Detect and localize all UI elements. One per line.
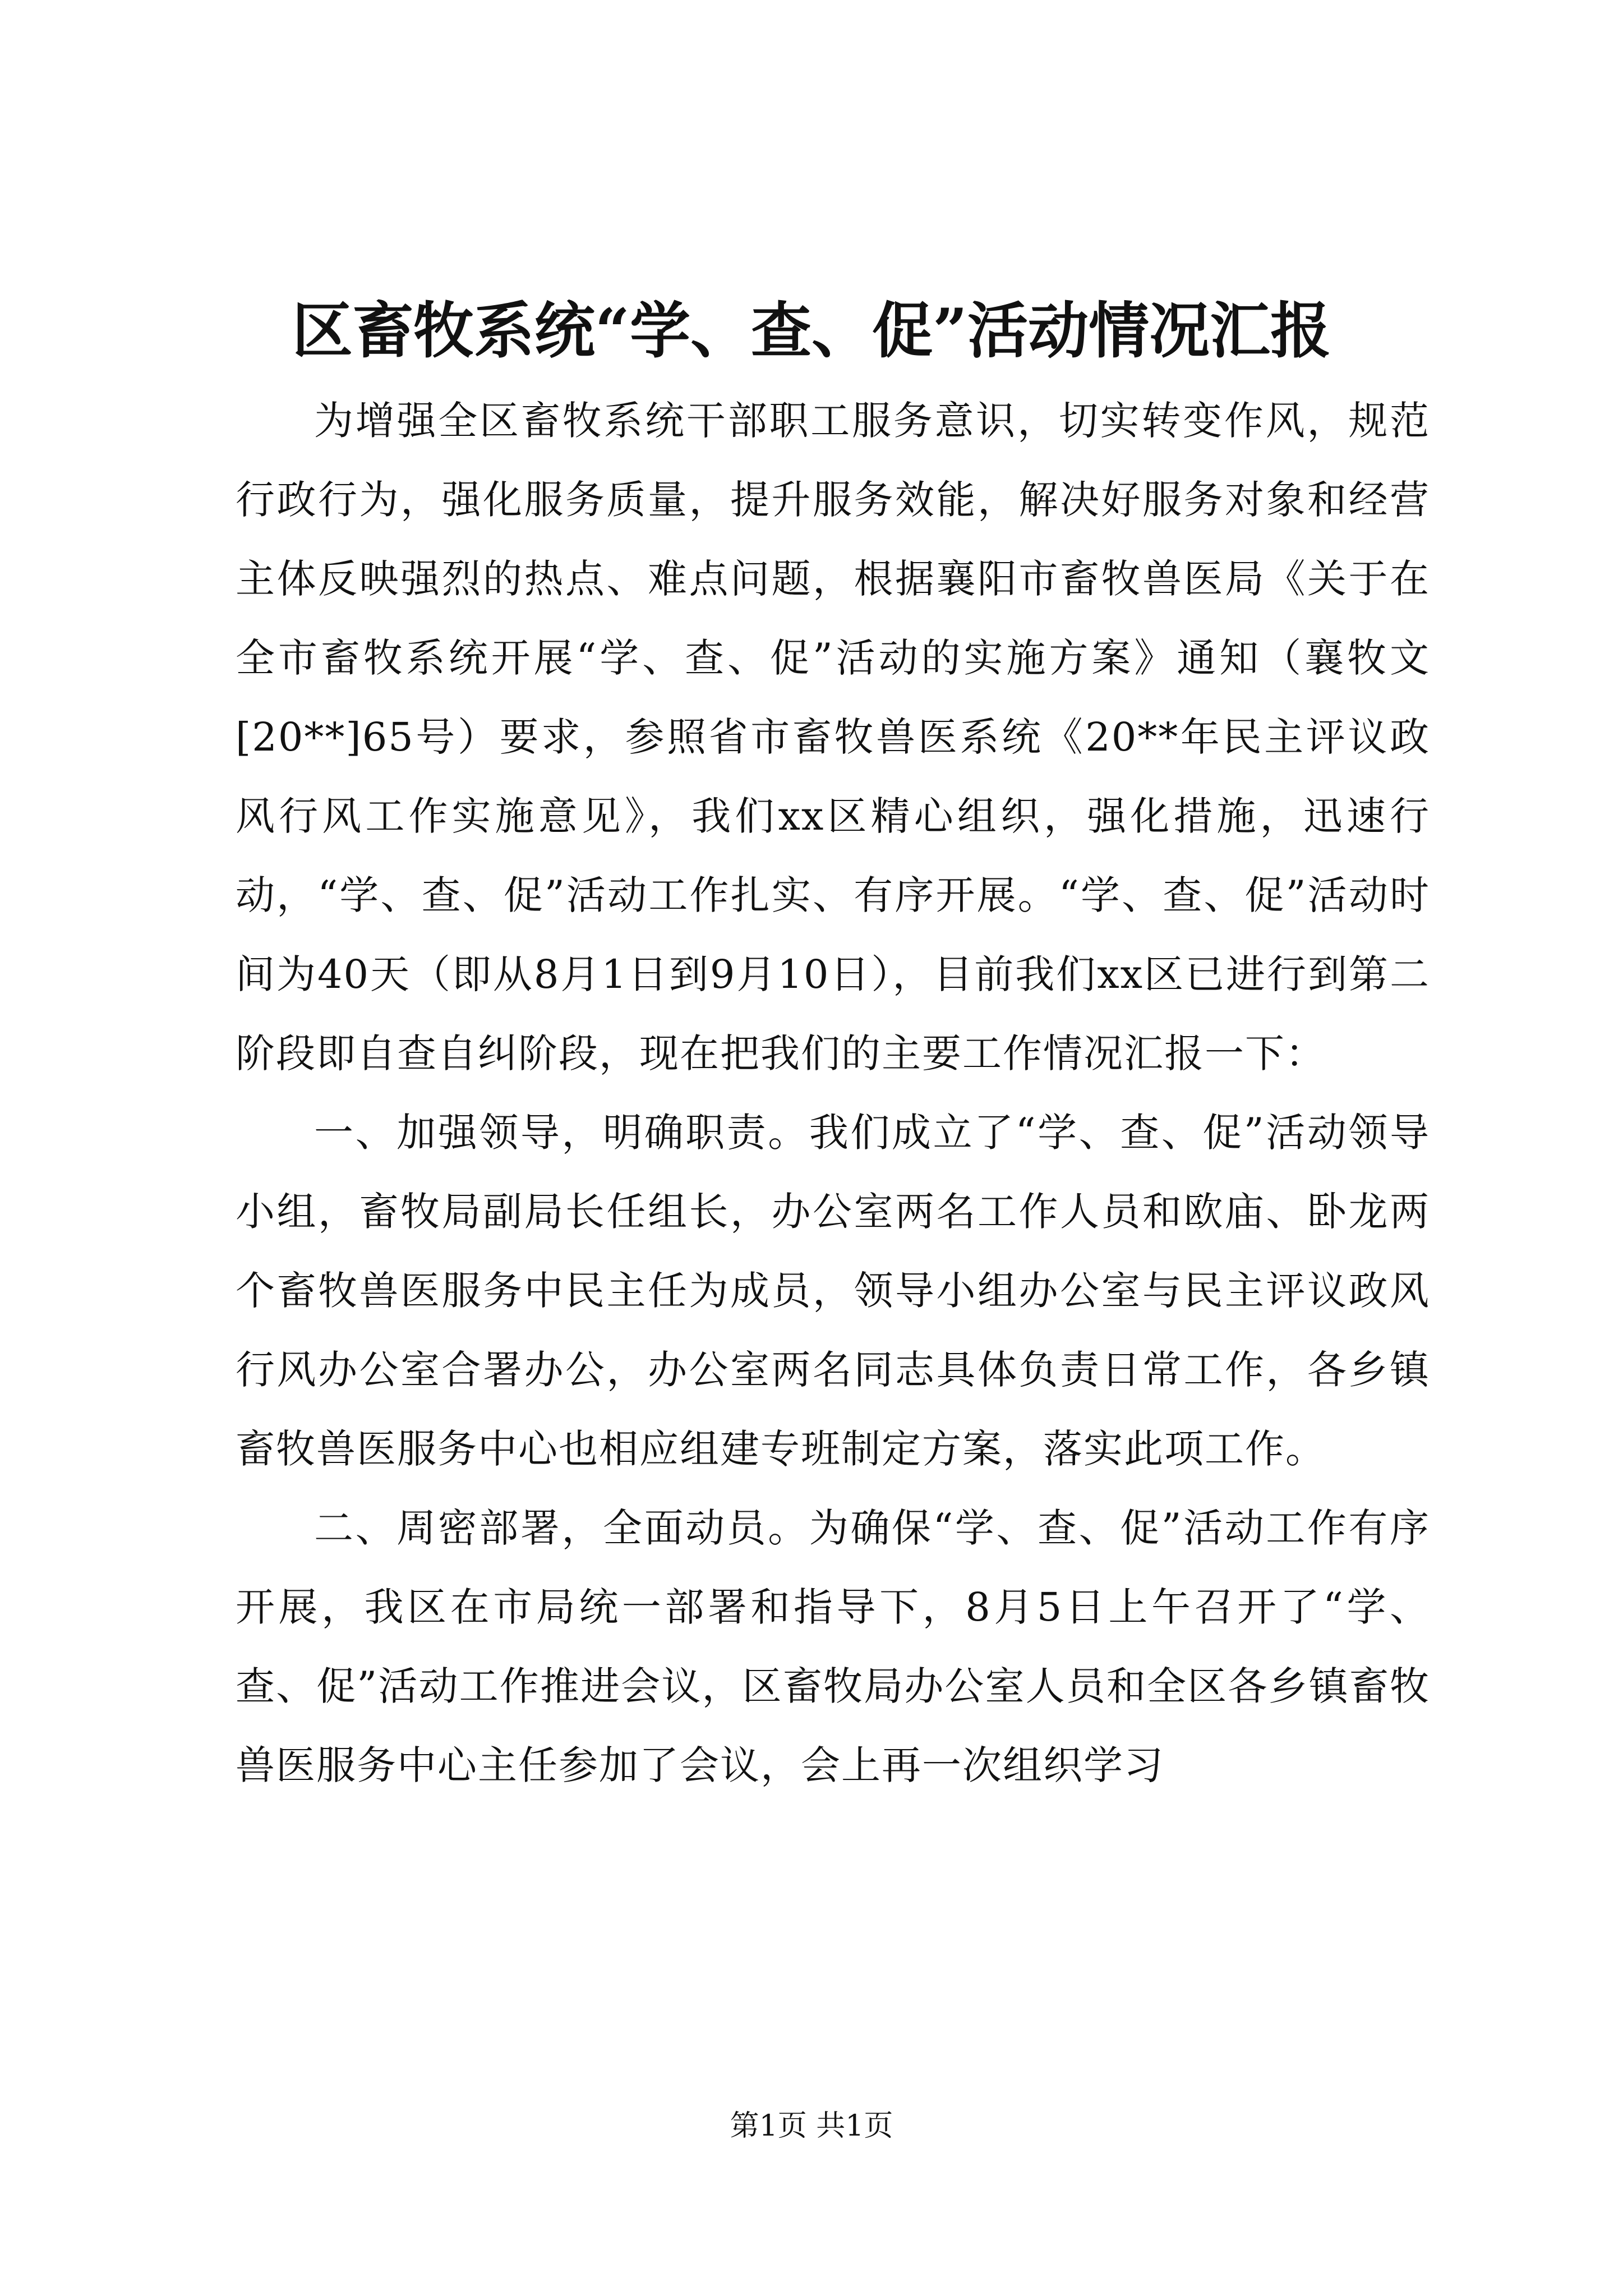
document-body	[236, 381, 1430, 1805]
paragraph-section-1: 一、加强领导，明确职责。我们成立了“学、查、促”活动领导小组，畜牧局副局长任组长，办公室两名工作人员和欧庙、卧龙两个畜牧兽医服务中民主任为成员，领导小组办公室与民主评议政风行风办公室合署办公，办公室两名同志具体负责日常工作，各乡镇畜牧兽医服务中心也相应组建专班制定方案，落实此项工作。	[236, 1110, 1430, 1472]
page-footer: 第1页 共1页	[730, 2109, 893, 2143]
document-title: 区畜牧系统“学、查、促”活动情况汇报	[292, 296, 1331, 366]
paragraph-intro: 为增强全区畜牧系统干部职工服务意识，切实转变作风，规范行政行为，强化服务质量，提升服务效能，解决好服务对象和经营主体反映强烈的热点、难点问题，根据襄阳市畜牧兽医局《关于在全市畜牧系统开展“学、查、促”活动的实施方案》通知（襄牧文[20**]65号）要求，参照省市畜牧兽医系统《20**年民主评议政风行风工作实施意见》，我们xx区精心组织，强化措施，迅速行动，“学、查、促”活动工作扎实、有序开展。“学、查、促”活动时间为40天（即从8月1日到9月10日），目前我们xx区已进行到第二阶段即自查自纠阶段，现在把我们的主要工作情况汇报一下：	[236, 398, 1430, 1076]
paragraph-section-2: 二、周密部署，全面动员。为确保“学、查、促”活动工作有序开展，我区在市局统一部署和指导下，8月5日上午召开了“学、查、促”活动工作推进会议，区畜牧局办公室人员和全区各乡镇畜牧兽医服务中心主任参加了会议，会上再一次组织学习	[236, 1505, 1430, 1788]
